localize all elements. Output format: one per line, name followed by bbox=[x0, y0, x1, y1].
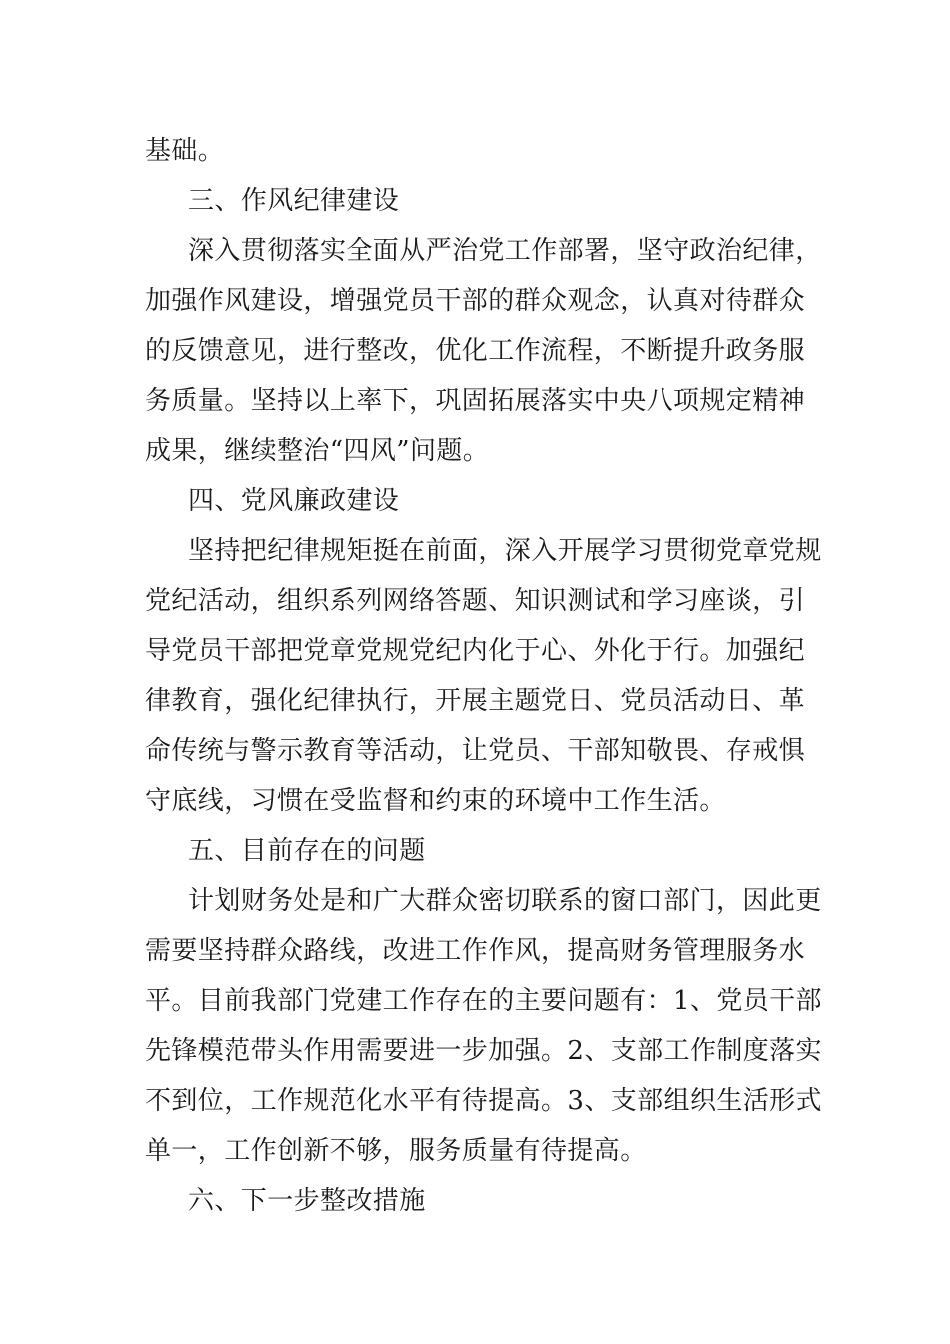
section-heading: 三、作风纪律建设 bbox=[188, 186, 400, 216]
section-heading: 六、下一步整改措施 bbox=[188, 1186, 426, 1216]
paragraph-line: 导党员干部把党章党规党纪内化于心、外化于行。加强纪 bbox=[145, 636, 806, 666]
section-heading: 五、目前存在的问题 bbox=[188, 836, 426, 866]
paragraph-line: 命传统与警示教育等活动，让党员、干部知敬畏、存戒惧 bbox=[145, 736, 806, 766]
section-heading: 四、党风廉政建设 bbox=[188, 486, 400, 516]
paragraph-line: 需要坚持群众路线，改进工作作风，提高财务管理服务水 bbox=[145, 936, 806, 966]
paragraph-line: 不到位，工作规范化水平有待提高。3、支部组织生活形式 bbox=[145, 1086, 822, 1116]
paragraph-line: 先锋模范带头作用需要进一步加强。2、支部工作制度落实 bbox=[145, 1036, 822, 1066]
paragraph-line: 党纪活动，组织系列网络答题、知识测试和学习座谈，引 bbox=[145, 586, 806, 616]
paragraph-line: 单一，工作创新不够，服务质量有待提高。 bbox=[145, 1136, 647, 1166]
paragraph-line: 坚持把纪律规矩挺在前面，深入开展学习贯彻党章党规 bbox=[188, 536, 822, 566]
paragraph-line: 加强作风建设，增强党员干部的群众观念，认真对待群众 bbox=[145, 286, 806, 316]
paragraph-line: 守底线，习惯在受监督和约束的环境中工作生活。 bbox=[145, 786, 726, 816]
paragraph-line: 律教育，强化纪律执行，开展主题党日、党员活动日、革 bbox=[145, 686, 806, 716]
paragraph-line: 深入贯彻落实全面从严治党工作部署，坚守政治纪律， bbox=[188, 236, 822, 266]
paragraph-line: 成果，继续整治“四风”问题。 bbox=[145, 436, 490, 466]
paragraph-line: 的反馈意见，进行整改，优化工作流程，不断提升政务服 bbox=[145, 336, 806, 366]
paragraph-line: 务质量。坚持以上率下，巩固拓展落实中央八项规定精神 bbox=[145, 386, 806, 416]
paragraph-line: 基础。 bbox=[145, 136, 225, 166]
paragraph-line: 平。目前我部门党建工作存在的主要问题有：1、党员干部 bbox=[145, 986, 822, 1016]
paragraph-line: 计划财务处是和广大群众密切联系的窗口部门，因此更 bbox=[188, 886, 822, 916]
